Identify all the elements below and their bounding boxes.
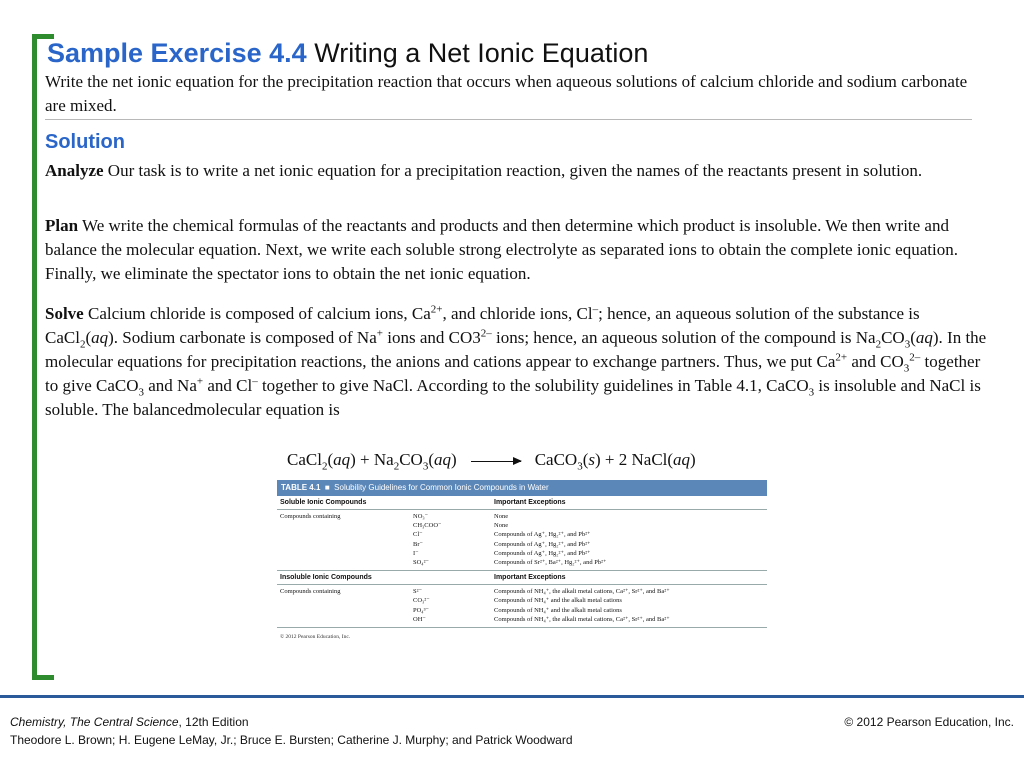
solution-heading: Solution [45,131,125,153]
table-separator [277,627,767,628]
reaction-arrow-icon [471,461,521,462]
paren: ( [327,450,334,469]
group-label: Compounds containing [280,513,341,520]
paren: ( [85,328,92,347]
table-header-row [277,496,767,510]
solve-text: , and chloride ions, Cl [442,304,593,323]
formula-part: CO [881,328,905,347]
insoluble-ions [413,587,494,624]
superscript: – [592,303,599,316]
subscript: 3 [903,362,910,375]
subscript: 3 [138,386,144,399]
subscript: 3 [577,460,583,473]
exception: Compounds of NH₄⁺, the alkali metal cations, Ca²⁺, Sr²⁺, and Ba²⁺ [494,615,670,623]
solve-text: ). Sodium carbonate is composed of Na [108,328,377,347]
insoluble-exceptions [494,587,767,624]
footer-edition: , 12th Edition [178,715,249,729]
plan-text: We write the chemical formulas of the reactants and products and then determine which product is insoluble. We then write and balance the molecular equation. Next, we write each soluble strong electrolyte as separated ions to obtain the complete ionic equation. Finally, we eliminate the spectator ions to obtain the net ionic equation. [45,216,958,283]
eq-part: CO [399,450,423,469]
table-title-text: Solubility Guidelines for Common Ionic Compounds in Water [334,483,549,492]
ion: S²⁻ [413,588,422,596]
solve-text: ). In the molecular equations for precipitation reactions, the anions and cations appear to exchange partners. Thus, we put Ca [45,328,987,371]
analyze-text: Our task is to write a net ionic equation for a precipitation reaction, given the names of the reactants present in solution. [103,161,923,180]
insoluble-block [277,585,767,624]
eq-part: CaCO [534,450,578,469]
superscript: 2+ [835,351,848,364]
footer-book-title: Chemistry, The Central Science [10,715,179,729]
exception: Compounds of Ag⁺, Hg₂²⁺, and Pb²⁺ [494,531,591,539]
state-aq: aq [434,450,452,469]
soluble-ions [413,512,494,567]
state-s: s [588,450,595,469]
solve-text: is insoluble and NaCl is soluble. The balancedmolecular equation is [45,376,981,419]
solve-text: ; hence, an aqueous solution of the substance is CaCl [45,304,920,347]
green-bracket-bottom [32,675,54,680]
subscript: 3 [422,460,429,473]
subscript: 2 [79,338,86,351]
ion: NO₃⁻ [413,513,429,520]
subscript: 2 [393,460,400,473]
soluble-exceptions [494,512,767,567]
ion: Cl⁻ [413,531,423,539]
state-aq: aq [915,328,933,347]
exceptions-header: Important Exceptions [494,499,566,506]
ion: Br⁻ [413,540,423,548]
superscript: + [196,375,204,388]
title-text: Writing a Net Ionic Equation [314,38,649,68]
superscript: + [376,327,383,340]
solve-text: and Na [144,376,197,395]
ion: CH₃COO⁻ [413,522,442,530]
eq-part: + Na [355,450,394,469]
ion: OH⁻ [413,615,426,623]
eq-part: + 2 NaCl( [600,450,674,469]
footer-book [10,715,249,729]
solubility-table [277,480,767,673]
solve-text: together to give CaCO [45,352,981,395]
title-label: Sample Exercise 4.4 [47,38,307,68]
solve-label: Solve [45,304,84,323]
footer-authors: Theodore L. Brown; H. Eugene LeMay, Jr.; Bruce E. Bursten; Catherine J. Murphy; and Patrick Woodward [10,733,573,747]
footer-copyright: © 2012 Pearson Education, Inc. [844,715,1014,729]
superscript: – [252,375,258,388]
plan-paragraph [45,214,990,286]
solve-text: and Cl [203,376,253,395]
superscript: 2– [480,327,492,340]
exception: Compounds of Ag⁺, Hg₂²⁺, and Pb²⁺ [494,540,591,548]
exceptions-header: Important Exceptions [494,574,566,582]
exception: Compounds of NH₄⁺, the alkali metal cations, Ca²⁺, Sr²⁺, and Ba²⁺ [494,588,670,596]
subscript: 3 [904,338,911,351]
divider [45,119,972,120]
table-title: TABLE 4.1 ■ Solubility Guidelines for Common Ionic Compounds in Water [277,480,767,496]
paren: ( [582,450,589,469]
superscript: 2+ [430,303,443,316]
green-bracket-left [32,34,37,680]
ion: I⁻ [413,549,419,557]
ion: CO₃²⁻ [413,597,430,605]
footer-rule [0,695,1024,698]
insoluble-header: Insoluble Ionic Compounds [280,574,372,582]
table-header-row [277,571,767,585]
solve-text: together to give NaCl. According to the solubility guidelines in Table 4.1, CaCO [257,376,809,395]
exception: None [494,513,509,520]
table-copyright: © 2012 Pearson Education, Inc. [280,634,351,641]
exception: Compounds of NH₄⁺ and the alkali metal cations [494,606,622,614]
analyze-label: Analyze [45,161,104,180]
exception: None [494,522,509,530]
subscript: 2 [875,338,882,351]
solve-text: ions and CO3 [382,328,481,347]
ion: SO₄²⁻ [413,559,429,567]
paren: ( [428,450,435,469]
superscript: 2– [909,351,921,364]
state-aq: aq [91,328,109,347]
subscript: 2 [321,460,328,473]
paren: ( [910,328,916,347]
state-aq: aq [333,450,351,469]
problem-statement: Write the net ionic equation for the precipitation reaction that occurs when aqueous solutions of calcium chloride and sodium carbonate are mixed. [45,72,968,115]
exception: Compounds of NH₄⁺ and the alkali metal cations [494,597,622,605]
subscript: 3 [808,386,815,399]
soluble-block [277,510,767,567]
slide-title [47,38,648,69]
molecular-equation: CaCl$_2$(aq) + $Na_2CO_3(aq)$ CaCO$_3$(s) + 2 NaCl(aq) [287,450,696,473]
eq-part: CaCl [287,450,322,469]
solve-text: and CO [847,352,904,371]
solve-text: ions; hence, an aqueous solution of the compound is Na [491,328,876,347]
solve-text: Calcium chloride is composed of calcium ions, Ca [83,304,431,323]
table-title-prefix: TABLE 4.1 [281,483,321,492]
analyze-paragraph [45,159,990,183]
solve-paragraph [45,302,990,422]
plan-label: Plan [45,216,79,235]
exception: Compounds of Sr²⁺, Ba²⁺, Hg₂²⁺, and Pb²⁺ [494,559,607,567]
ion: PO₄³⁻ [413,606,429,614]
exception: Compounds of Ag⁺, Hg₂²⁺, and Pb²⁺ [494,549,591,557]
state-aq: aq [673,450,691,469]
group-label: Compounds containing [280,588,341,596]
soluble-header: Soluble Ionic Compounds [280,499,367,506]
